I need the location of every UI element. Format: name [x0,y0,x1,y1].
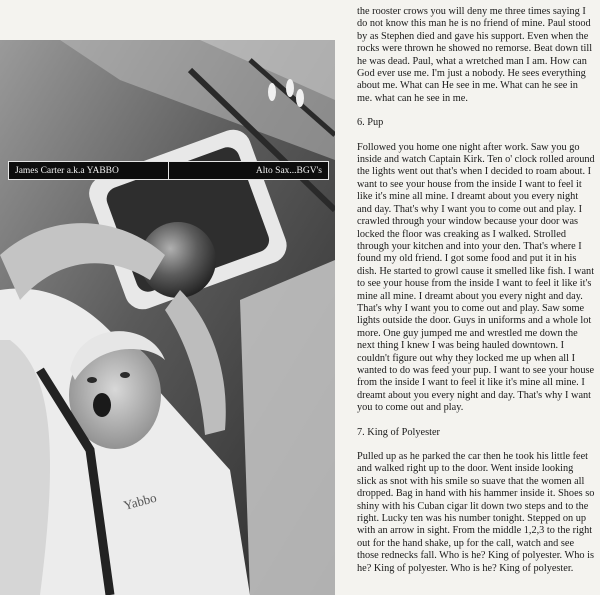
song-title-king-of-polyester: 7. King of Polyester [357,426,440,438]
shirt-embroidery: Yabbo [121,489,158,513]
caption-bar [8,161,329,180]
lyrics-column [357,6,595,575]
song-lyrics-king-of-polyester: Pulled up as he parked the car then he took his little feet and walked right up to the door. Went inside looking slick as snot with his smile so suave that the women all dropped. Bag in hand with his hammer inside it. Shoes so shiny with his Cuban cigar lit down two steps and to the right. Lucky ten was his number tonight. Stepped on up with an arrow in sight. From the middle 1,2,3 to the right out for the hand shake, up for the call, watch and see those rednecks fall. Who is he? King of polyester. Who is he? King of polyester. Who is he? King of polyester. [357,451,595,574]
caption-instrument: Alto Sax...BGV's [255,165,322,176]
bowling-photo [0,40,335,595]
song-lyrics-pup: Followed you home one night after work. Saw you go inside and watch Captain Kirk. Ten o' clock rolled around the lights went out that's when I decided to roam about. I want to see your house from the inside I want to feel it like it's mine all mine. I dreamt about you every night and day. That's why I want you to come out and play. I crawled through your window because your door was locked the floor was creaking as I walked. Strolled through your kitchen and into your den. That's where I found my old friend. I got some food and put it in his dish. He started to growl cause it smelled like fish. I want to see your house from the inside I want to feel it like it's mine all mine. I dreamt about you every night and day. That's why I want you to come out and play. Saw some lights outside the door. Guys in uniforms and a whole lot more. One guy jumped me and wrestled me down the next thing I knew I was being hauled downtown. I couldn't figure out why they locked me up when all I wanted to do was feed your pup. I want to see your house from the inside I want to feel it like it's mine all mine. I dreamt about you every night and day. That's why I want you to come out and play. [357,141,595,414]
song-title-pup: 6. Pup [357,117,384,129]
caption-name: James Carter a.k.a YABBO [9,162,169,179]
lyrics-continued: the rooster crows you will deny me three times saying I do not know this man he is no friend of mine. Paul stood by as Stephen died and gave his support. Even when the rocks were thrown he showed no remorse. Beat down till he was dead. Paul, what a wretched man I am. How can God ever use me. I'm just a nobody. He sees everything about me. What can He see in me. What can he see in me. what can he see in me. [357,6,593,104]
